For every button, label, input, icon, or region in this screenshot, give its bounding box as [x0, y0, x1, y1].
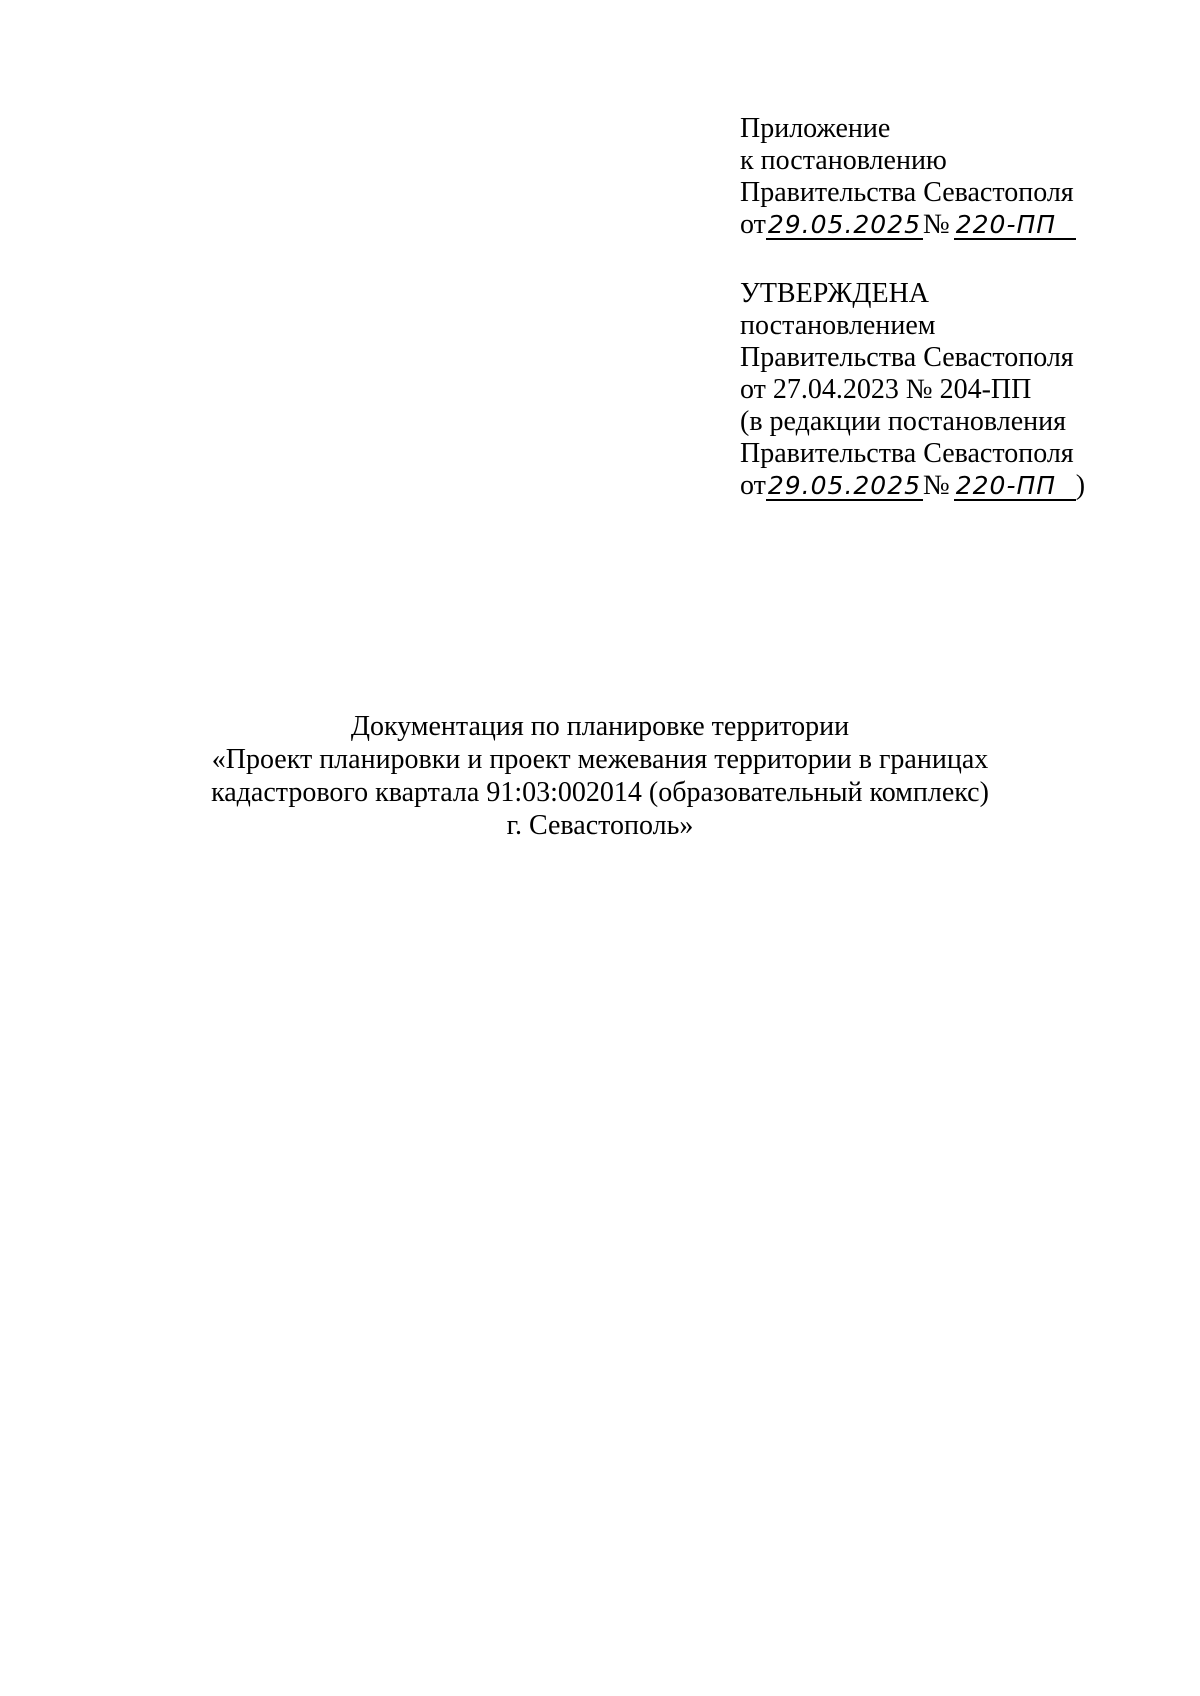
document-title-line-4: г. Севастополь»	[506, 810, 694, 841]
approved-line-4: от 27.04.2023 № 204-ПП	[740, 374, 1032, 405]
document-title	[0, 710, 1200, 842]
approved-line-6: Правительства Севастополя	[740, 438, 1074, 469]
appendix-line-3: Правительства Севастополя	[740, 177, 1074, 208]
approved-number-sign: №	[923, 470, 950, 501]
appendix-date-prefix: от	[740, 209, 766, 240]
approved-handwritten-date: 29.05.2025	[767, 471, 922, 500]
approved-line-2: постановлением	[740, 310, 936, 341]
approved-heading: УТВЕРЖДЕНА	[740, 278, 930, 309]
approved-line-3: Правительства Севастополя	[740, 342, 1074, 373]
approved-closing-paren: )	[1075, 470, 1086, 501]
approved-handwritten-number: 220-ПП	[954, 473, 1076, 501]
approved-date-line	[740, 470, 1085, 502]
approved-date-prefix: от	[740, 470, 766, 501]
document-title-line-1: Документация по планировке территории	[350, 711, 850, 742]
appendix-number-sign: №	[923, 209, 950, 240]
appendix-title: Приложение	[740, 113, 891, 144]
document-title-line-2: «Проект планировки и проект межевания территории в границах	[211, 744, 989, 775]
appendix-header	[740, 113, 1076, 241]
appendix-line-2: к постановлению	[740, 145, 947, 176]
document-title-line-3: кадастрового квартала 91:03:002014 (образовательный комплекс)	[211, 777, 989, 808]
appendix-handwritten-number: 220-ПП	[954, 212, 1076, 240]
appendix-date-line	[740, 209, 1076, 241]
approved-stamp	[740, 278, 1085, 502]
appendix-handwritten-date: 29.05.2025	[767, 210, 922, 239]
approved-line-5: (в редакции постановления	[740, 406, 1067, 437]
